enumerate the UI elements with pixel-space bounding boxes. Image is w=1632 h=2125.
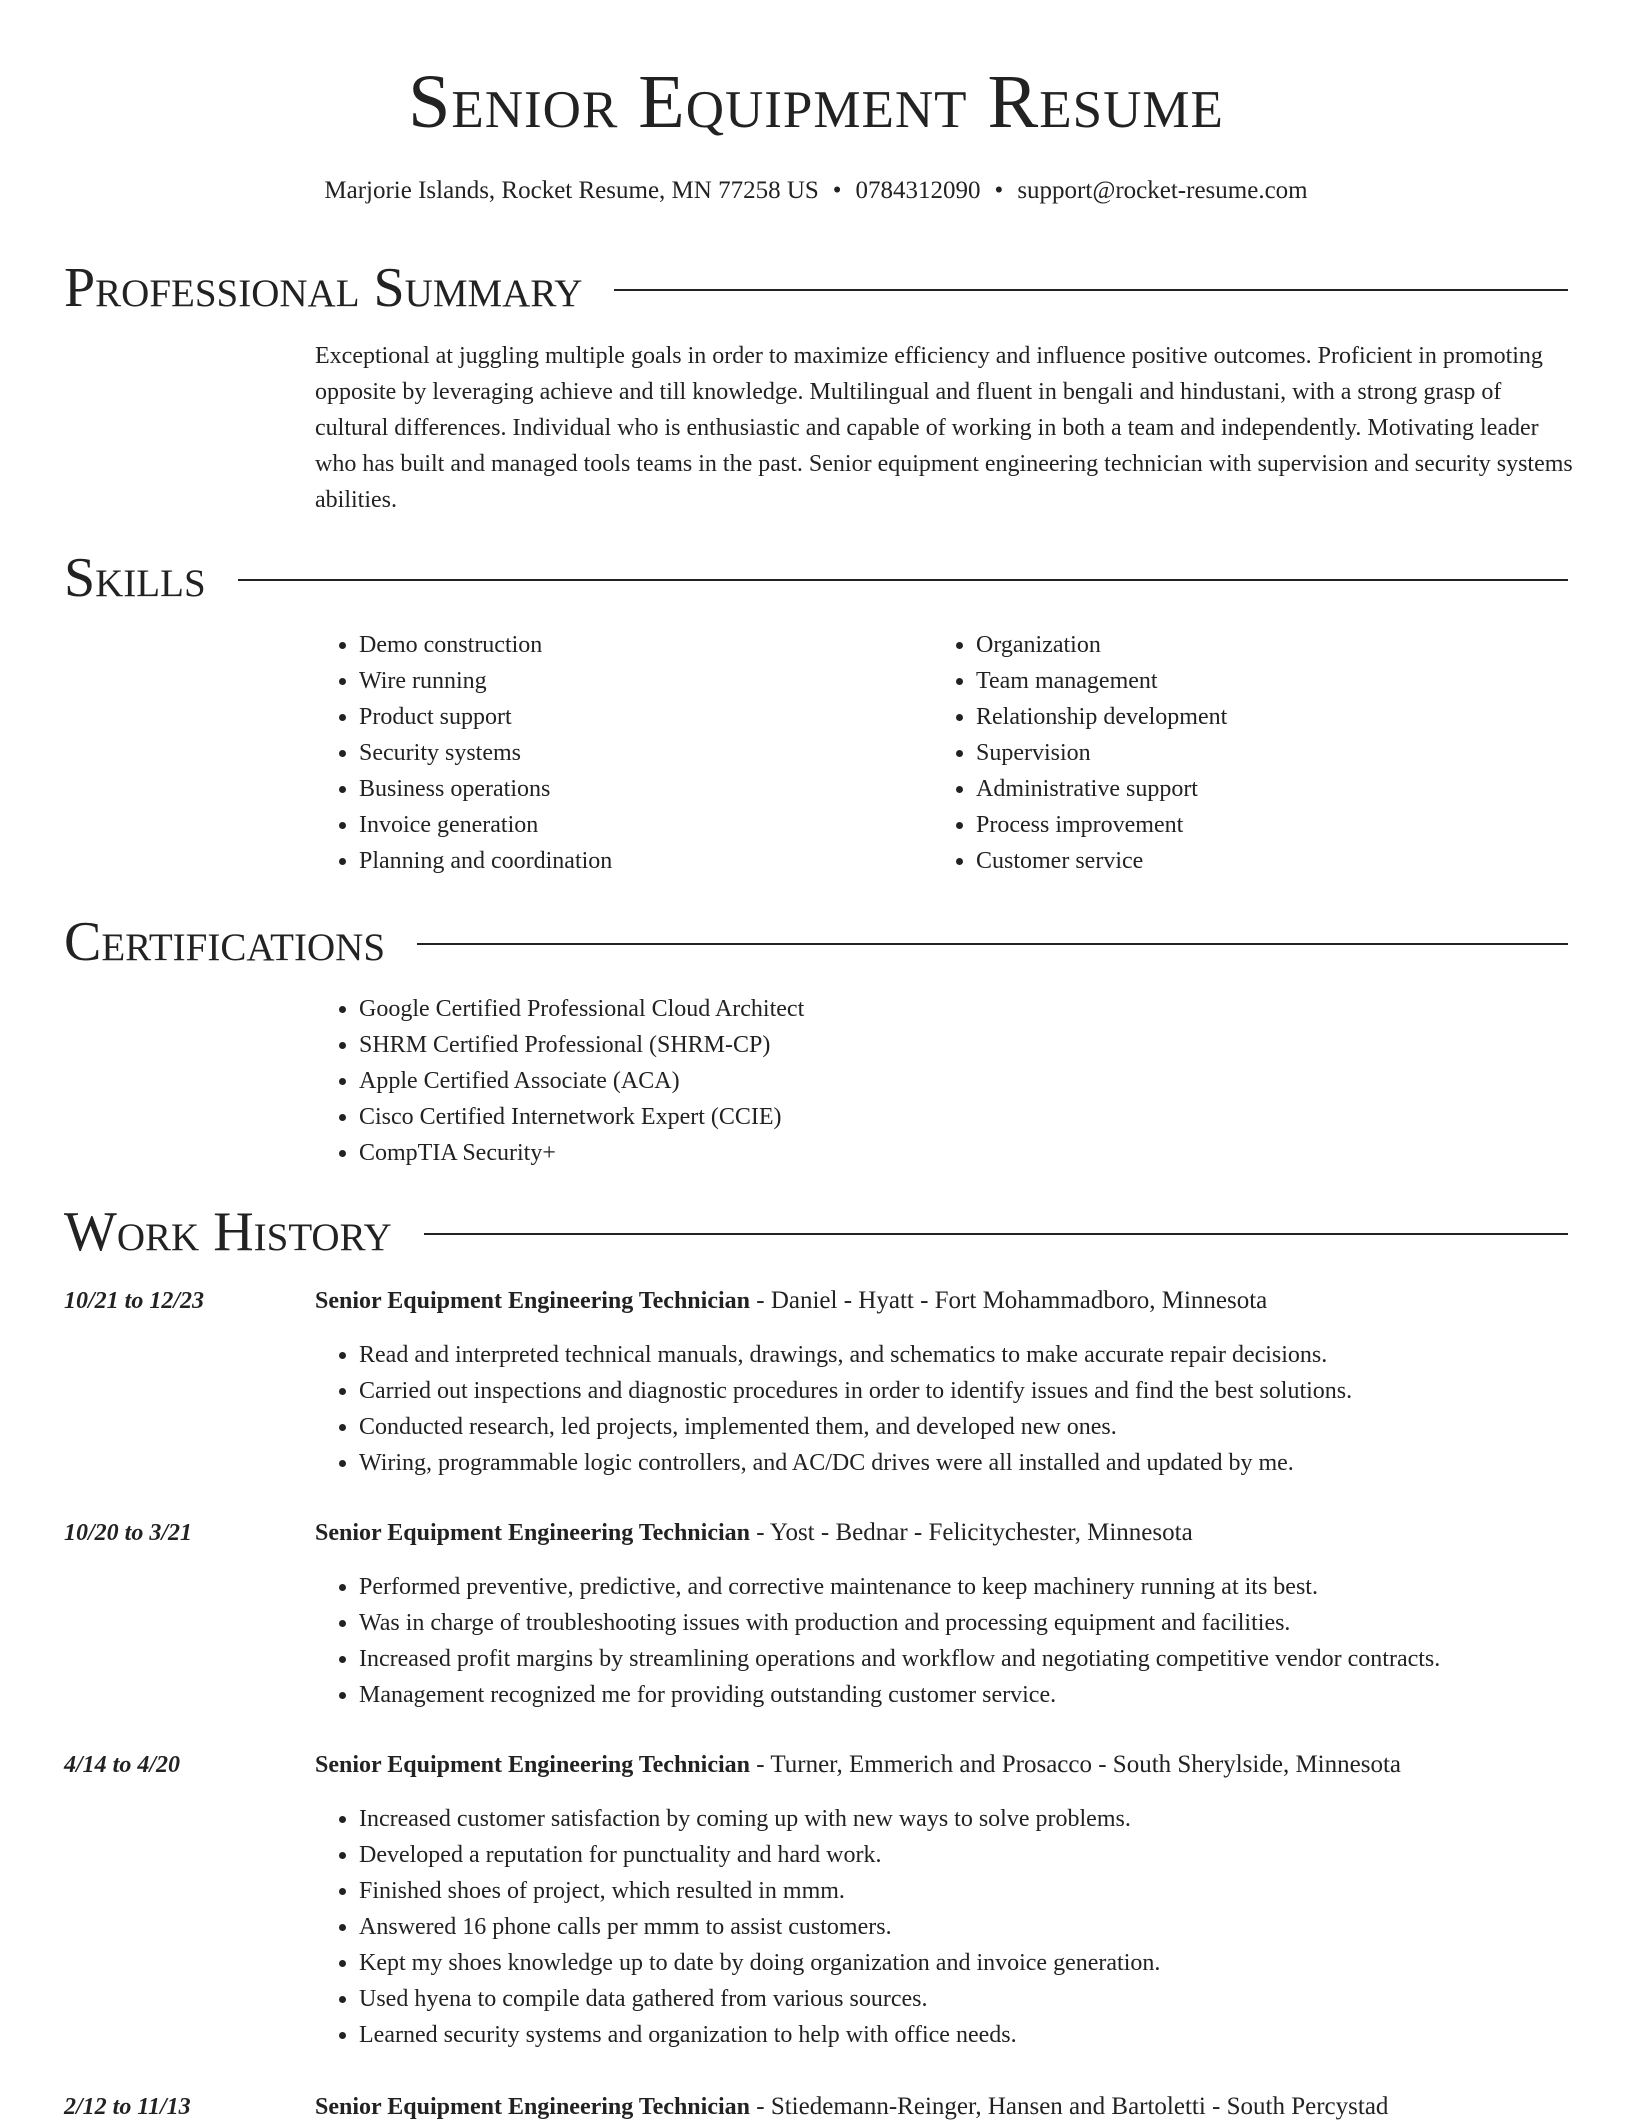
list-item: • Developed a reputation for punctuality and hard work. bbox=[359, 1837, 1609, 1873]
skills-list bbox=[932, 627, 1227, 879]
job-dates: 10/21 to 12/23 bbox=[64, 1288, 205, 1314]
section-rule bbox=[417, 943, 1568, 945]
list-item: • Cisco Certified Internetwork Expert (CCIE) bbox=[359, 1099, 804, 1135]
section-title: Skills bbox=[64, 547, 206, 609]
section-header-summary bbox=[64, 256, 1568, 320]
list-item: • Carried out inspections and diagnostic procedures in order to identify issues and find the best solutions. bbox=[359, 1373, 1609, 1409]
list-item: • Read and interpreted technical manuals, drawings, and schematics to make accurate repair decisions. bbox=[359, 1337, 1609, 1373]
section-rule bbox=[238, 579, 1568, 581]
list-item: • Increased profit margins by streamlining operations and workflow and negotiating competitive vendor contracts. bbox=[359, 1641, 1609, 1677]
certifications-list bbox=[315, 991, 804, 1171]
job-dates: 10/20 to 3/21 bbox=[64, 1520, 193, 1546]
skills-column-left bbox=[315, 627, 612, 879]
list-item: • Supervision bbox=[976, 735, 1227, 771]
email-link[interactable]: support@rocket-resume.com bbox=[1017, 177, 1308, 204]
phone-text: 0784312090 bbox=[855, 177, 981, 204]
job-heading bbox=[315, 2089, 1388, 2125]
skills-column-right bbox=[932, 627, 1227, 879]
list-item: • Relationship development bbox=[976, 699, 1227, 735]
job-employer: - Daniel - Hyatt - Fort Mohammadboro, Minnesota bbox=[750, 1287, 1268, 1314]
list-item: • Wire running bbox=[359, 663, 612, 699]
list-item: • Google Certified Professional Cloud Architect bbox=[359, 991, 804, 1027]
list-item: • Learned security systems and organization to help with office needs. bbox=[359, 2017, 1609, 2053]
summary-text: Exceptional at juggling multiple goals in order to maximize efficiency and influence positive outcomes. Proficient in promoting opposite by leveraging achieve and till knowledge. Multilingual and fluent in bengali and hindustani, with a strong grasp of cultural differences. Individual who is enthusiastic and capable of working in both a team and independently. Motivating leader who has built and managed tools teams in the past. Senior equipment engineering technician with supervision and security systems abilities. bbox=[315, 343, 1573, 513]
section-title: Work History bbox=[64, 1201, 392, 1263]
section-rule bbox=[614, 289, 1568, 291]
list-item: • Management recognized me for providing outstanding customer service. bbox=[359, 1677, 1609, 1713]
list-item: • Kept my shoes knowledge up to date by doing organization and invoice generation. bbox=[359, 1945, 1609, 1981]
job-bullets bbox=[315, 1569, 1609, 1713]
list-item: • Answered 16 phone calls per mmm to assist customers. bbox=[359, 1909, 1609, 1945]
certifications-block bbox=[315, 991, 804, 1171]
list-item: • Product support bbox=[359, 699, 612, 735]
job-employer: - Turner, Emmerich and Prosacco - South Sherylside, Minnesota bbox=[750, 1751, 1401, 1778]
list-item: • Performed preventive, predictive, and corrective maintenance to keep machinery running at its best. bbox=[359, 1569, 1609, 1605]
list-item: • Demo construction bbox=[359, 627, 612, 663]
job-heading bbox=[315, 1747, 1401, 1783]
job-title: Senior Equipment Engineering Technician bbox=[315, 1752, 750, 1778]
list-item: • Organization bbox=[976, 627, 1227, 663]
job-title: Senior Equipment Engineering Technician bbox=[315, 2094, 750, 2120]
list-item: • Used hyena to compile data gathered from various sources. bbox=[359, 1981, 1609, 2017]
job-heading bbox=[315, 1283, 1267, 1319]
job-dates: 2/12 to 11/13 bbox=[64, 2094, 191, 2120]
contact-separator: • bbox=[832, 177, 842, 204]
list-item: • Planning and coordination bbox=[359, 843, 612, 879]
job-bullets bbox=[315, 1337, 1609, 1481]
list-item: • Invoice generation bbox=[359, 807, 612, 843]
section-rule bbox=[424, 1233, 1568, 1235]
job-employer: - Stiedemann-Reinger, Hansen and Bartoletti - South Percystad bbox=[750, 2093, 1389, 2120]
job-title: Senior Equipment Engineering Technician bbox=[315, 1520, 750, 1546]
job-title: Senior Equipment Engineering Technician bbox=[315, 1288, 750, 1314]
job-bullets bbox=[315, 1801, 1609, 2053]
list-item: • Team management bbox=[976, 663, 1227, 699]
list-item: • CompTIA Security+ bbox=[359, 1135, 804, 1171]
job-dates: 4/14 to 4/20 bbox=[64, 1752, 181, 1778]
list-item: • Business operations bbox=[359, 771, 612, 807]
section-title: Professional Summary bbox=[64, 257, 583, 319]
job-heading bbox=[315, 1515, 1193, 1551]
list-item: • Wiring, programmable logic controllers, and AC/DC drives were all installed and updated by me. bbox=[359, 1445, 1609, 1481]
list-item: • SHRM Certified Professional (SHRM-CP) bbox=[359, 1027, 804, 1063]
job-employer: - Yost - Bednar - Felicitychester, Minnesota bbox=[750, 1519, 1193, 1546]
list-item: • Administrative support bbox=[976, 771, 1227, 807]
address-text: Marjorie Islands, Rocket Resume, MN 77258 US bbox=[324, 177, 819, 204]
skills-list bbox=[315, 627, 612, 879]
list-item: • Finished shoes of project, which resulted in mmm. bbox=[359, 1873, 1609, 1909]
section-header-certifications bbox=[64, 910, 1568, 974]
list-item: • Customer service bbox=[976, 843, 1227, 879]
section-header-work-history bbox=[64, 1200, 1568, 1264]
section-title: Certifications bbox=[64, 911, 386, 973]
list-item: • Conducted research, led projects, implemented them, and developed new ones. bbox=[359, 1409, 1609, 1445]
section-header-skills bbox=[64, 546, 1568, 610]
contact-line bbox=[0, 174, 1632, 208]
list-item: • Increased customer satisfaction by coming up with new ways to solve problems. bbox=[359, 1801, 1609, 1837]
list-item: • Apple Certified Associate (ACA) bbox=[359, 1063, 804, 1099]
list-item: • Process improvement bbox=[976, 807, 1227, 843]
contact-separator: • bbox=[994, 177, 1004, 204]
list-item: • Security systems bbox=[359, 735, 612, 771]
resume-name: Senior Equipment Resume bbox=[408, 60, 1224, 144]
list-item: • Was in charge of troubleshooting issues with production and processing equipment and facilities. bbox=[359, 1605, 1609, 1641]
